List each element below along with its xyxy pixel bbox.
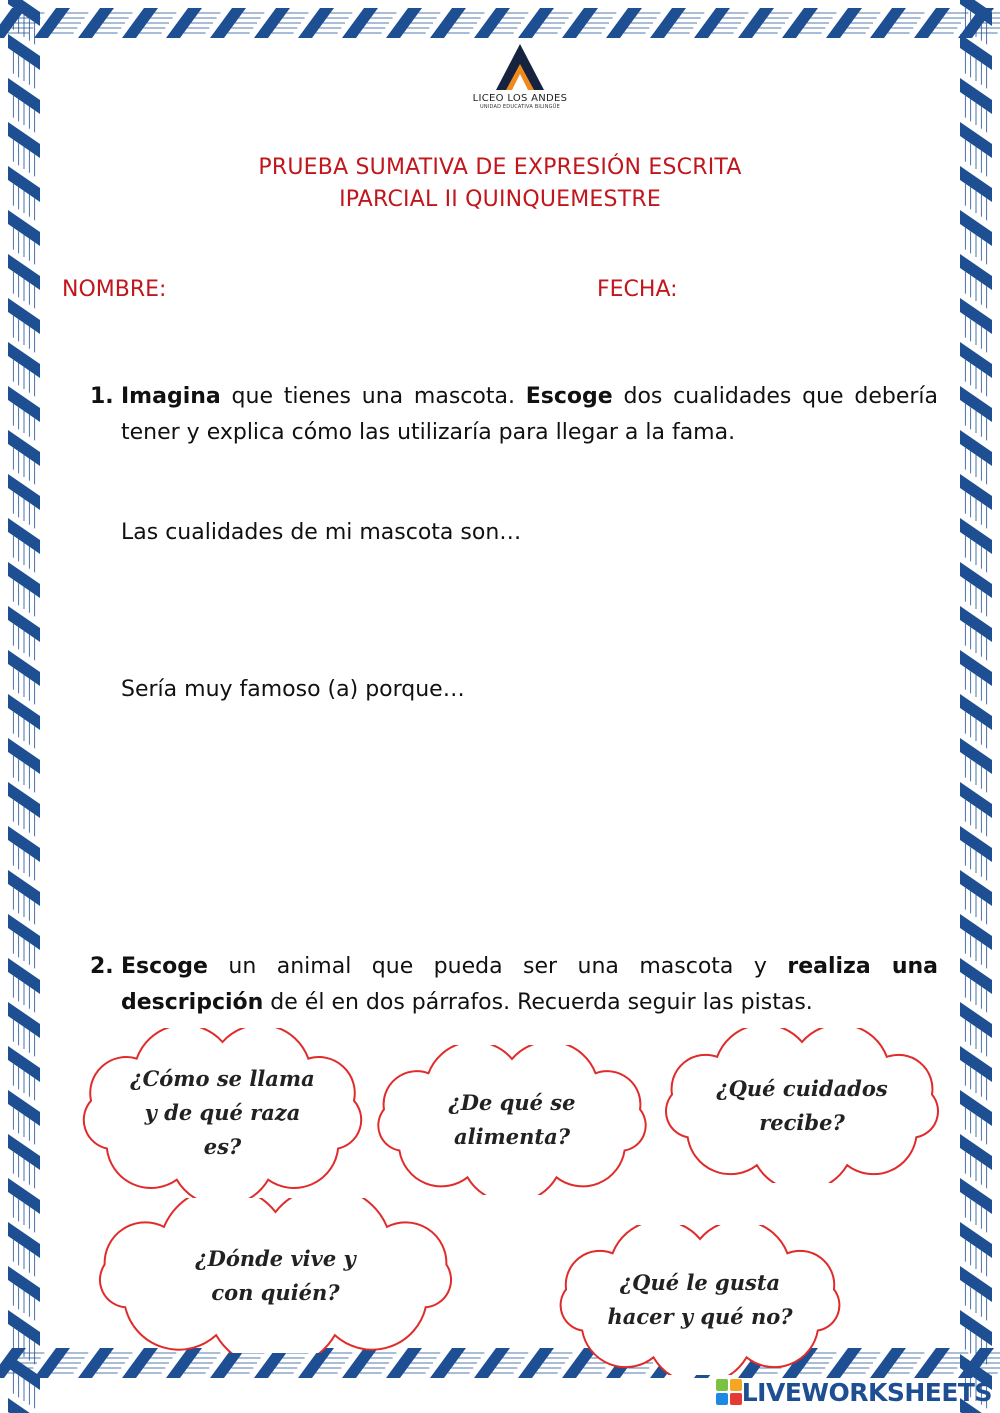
date-label: FECHA:: [597, 277, 678, 302]
question-2-text-part-2: de él en dos párrafos. Recuerda seguir las pistas.: [263, 990, 813, 1015]
school-logo: [470, 42, 570, 124]
clue-text-name-breed: ¿Cómo se llama y de qué raza es?: [130, 1066, 315, 1159]
clue-cloud-name-breed: [75, 1028, 370, 1198]
page-title-line-2: IPARCIAL II QUINQUEMESTRE: [339, 187, 661, 212]
question-2: [90, 949, 938, 1021]
name-label: NOMBRE:: [62, 277, 167, 302]
clue-text-home: ¿Dónde vive y con quién?: [195, 1245, 356, 1305]
liveworksheets-text: LIVEWORKSHEETS: [741, 1377, 992, 1407]
question-1-text-part-1: que tienes una mascota.: [220, 384, 526, 409]
question-1-verb-choose: Escoge: [525, 384, 613, 409]
mountain-logo-icon: [494, 42, 546, 92]
page-title-line-1: PRUEBA SUMATIVA DE EXPRESIÓN ESCRITA: [258, 155, 742, 180]
clue-cloud-likes: [550, 1225, 850, 1375]
question-1-text-part-2: dos cualidades que debería tener y explica cómo las utilizaría para llegar a la fama.: [121, 384, 938, 445]
question-1-number: 1.: [90, 384, 114, 409]
clue-cloud-food: [368, 1045, 656, 1195]
liveworksheets-watermark: [716, 1377, 992, 1407]
clue-cloud-home: [88, 1198, 463, 1353]
famous-prompt: Sería muy famoso (a) porque…: [121, 677, 465, 702]
clue-text-likes: ¿Qué le gusta hacer y qué no?: [607, 1270, 793, 1329]
clue-text-care: ¿Qué cuidados recibe?: [716, 1075, 888, 1135]
liveworksheets-logo-icon: [716, 1379, 742, 1405]
logo-subtitle: UNIDAD EDUCATIVA BILINGÜE: [480, 104, 560, 110]
qualities-prompt: Las cualidades de mi mascota son…: [121, 520, 522, 545]
question-1-verb-imagine: Imagina: [121, 384, 221, 409]
question-2-text-part-1: un animal que pueda ser una mascota y: [207, 954, 788, 979]
question-2-number: 2.: [90, 954, 114, 979]
question-2-verb-describe: realiza una descripción: [121, 954, 939, 1015]
logo-school-name: LICEO LOS ANDES: [472, 93, 568, 104]
clue-text-food: ¿De qué se alimenta?: [448, 1090, 576, 1149]
question-1: [90, 379, 938, 451]
clue-cloud-care: [656, 1028, 948, 1183]
question-2-verb-choose: Escoge: [121, 954, 208, 979]
